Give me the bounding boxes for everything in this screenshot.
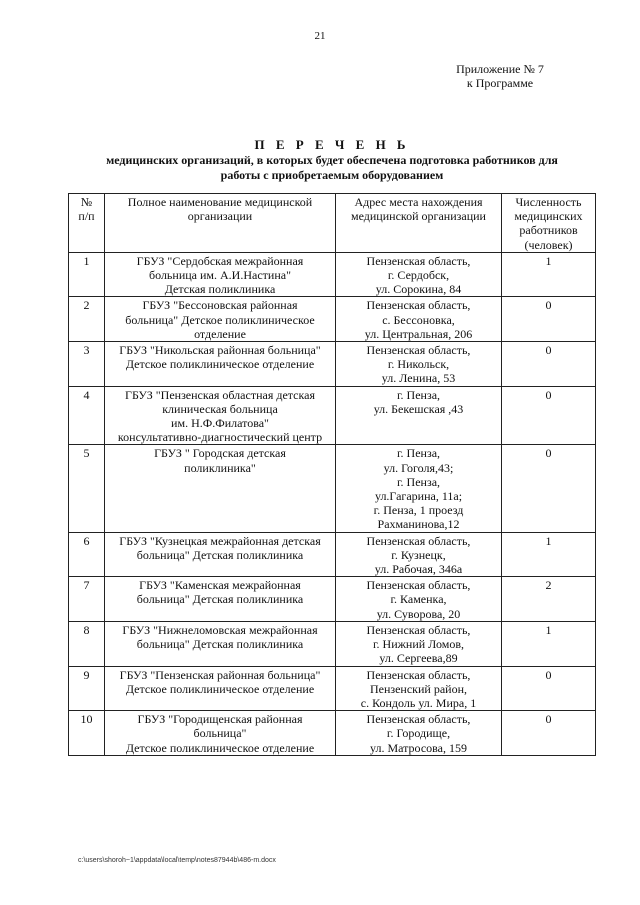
row-number: 1 bbox=[69, 252, 105, 297]
staff-count: 1 bbox=[502, 532, 596, 577]
organization-name-line: Детская поликлиника bbox=[164, 282, 276, 297]
organization-name-line: больница" Детская поликлиника bbox=[136, 547, 304, 562]
staff-count: 0 bbox=[502, 342, 596, 387]
organization-address bbox=[336, 621, 502, 666]
staff-count: 0 bbox=[502, 711, 596, 756]
organization-name bbox=[105, 445, 336, 532]
staff-count: 1 bbox=[502, 621, 596, 666]
organization-name-line: больница" Детская поликлиника bbox=[136, 592, 304, 607]
table-body bbox=[69, 252, 596, 755]
staff-count: 1 bbox=[502, 252, 596, 297]
staff-count: 2 bbox=[502, 577, 596, 622]
header-staff-count bbox=[502, 194, 596, 253]
row-number: 10 bbox=[69, 711, 105, 756]
table-header-row bbox=[69, 194, 596, 253]
table-row bbox=[69, 386, 596, 445]
organization-name-line: им. Н.Ф.Филатова" bbox=[171, 416, 269, 431]
header-staff-count-line: Численность bbox=[515, 195, 582, 209]
organization-name bbox=[105, 666, 336, 711]
row-number: 5 bbox=[69, 445, 105, 532]
organization-address-line: г. Нижний Ломов, bbox=[372, 637, 465, 652]
organization-address bbox=[336, 386, 502, 445]
organization-name bbox=[105, 532, 336, 577]
organization-address-line: ул. Бекешская ,43 bbox=[373, 401, 464, 416]
organization-address-line: г. Городище, bbox=[386, 726, 451, 741]
row-number: 6 bbox=[69, 532, 105, 577]
organization-name-line: ГБУЗ "Городищенская районная bbox=[137, 712, 303, 727]
staff-count: 0 bbox=[502, 297, 596, 342]
organization-address-line: ул. Сергеева,89 bbox=[379, 651, 458, 666]
organization-name-line: ГБУЗ "Пензенская районная больница" bbox=[119, 667, 321, 682]
organization-name-line: ГБУЗ "Бессоновская районная bbox=[142, 298, 298, 313]
organization-address-line: Пензенская область, bbox=[366, 667, 471, 682]
document-subtitle-line-1: медицинских организаций, в которых будет обеспечена подготовка работников для bbox=[106, 153, 558, 167]
organization-address-line: Пензенская область, bbox=[366, 533, 471, 548]
appendix-line-1: Приложение № 7 bbox=[456, 62, 544, 76]
organization-address-line: Пензенская область, bbox=[366, 578, 471, 593]
organization-address-line: Пензенская область, bbox=[366, 622, 471, 637]
header-number-line: п/п bbox=[78, 209, 95, 224]
staff-count: 0 bbox=[502, 386, 596, 445]
organization-address-line: г. Пенза, 1 проезд bbox=[373, 503, 464, 518]
organization-address-line: г. Пенза, bbox=[396, 446, 441, 461]
table-row bbox=[69, 532, 596, 577]
organization-name-line: Детское поликлиническое отделение bbox=[125, 681, 315, 696]
organization-name bbox=[105, 621, 336, 666]
organization-address-line: г. Пенза, bbox=[396, 387, 441, 402]
organization-address-line: г. Никольск, bbox=[387, 357, 450, 372]
organization-name-line: ГБУЗ " Городская детская bbox=[154, 446, 286, 461]
organization-name-line: клиническая больница bbox=[162, 401, 278, 416]
row-number: 8 bbox=[69, 621, 105, 666]
file-path-footer: c:\users\shoroh~1\appdata\local\temp\notes87944b\486-m.docx bbox=[78, 857, 276, 864]
organization-address bbox=[336, 252, 502, 297]
organization-name bbox=[105, 252, 336, 297]
organization-address-line: г. Каменка, bbox=[390, 592, 447, 607]
table-row bbox=[69, 621, 596, 666]
table-row bbox=[69, 666, 596, 711]
organization-address-line: ул. Рабочая, 346а bbox=[374, 562, 463, 577]
header-organization-name-line: организации bbox=[187, 209, 253, 224]
header-address-line: Адрес места нахождения bbox=[354, 195, 483, 209]
row-number: 2 bbox=[69, 297, 105, 342]
organization-name-line: поликлиника" bbox=[184, 460, 256, 475]
organization-address-line: Пензенская область, bbox=[366, 298, 471, 313]
organization-name bbox=[105, 297, 336, 342]
organization-address-line: ул.Гагарина, 11а; bbox=[374, 489, 463, 504]
table-row bbox=[69, 445, 596, 532]
organization-name-line: ГБУЗ "Никольская районная больница" bbox=[119, 343, 321, 358]
organization-name-line: ГБУЗ "Пензенская областная детская bbox=[125, 387, 315, 402]
organization-address bbox=[336, 532, 502, 577]
document-title-block bbox=[72, 137, 592, 183]
table-row bbox=[69, 342, 596, 387]
row-number: 9 bbox=[69, 666, 105, 711]
organizations-table bbox=[68, 193, 596, 756]
organization-address bbox=[336, 297, 502, 342]
organization-name-line: консультативно-диагностический центр bbox=[117, 430, 323, 445]
organization-address bbox=[336, 577, 502, 622]
organization-name-line: больница" Детское поликлиническое bbox=[125, 312, 315, 327]
organization-address bbox=[336, 666, 502, 711]
staff-count: 0 bbox=[502, 666, 596, 711]
organization-name-line: ГБУЗ "Каменская межрайонная bbox=[139, 578, 301, 593]
organization-address-line: Пензенская область, bbox=[366, 712, 471, 727]
header-address-line: медицинской организации bbox=[351, 209, 486, 224]
organization-address-line: ул. Суворова, 20 bbox=[376, 606, 461, 621]
organization-name-line: больница им. А.И.Настина" bbox=[149, 268, 291, 283]
document-title: П Е Р Е Ч Е Н Ь bbox=[254, 137, 410, 152]
organization-name bbox=[105, 342, 336, 387]
table-row bbox=[69, 297, 596, 342]
organization-name-line: ГБУЗ "Сердобская межрайонная bbox=[136, 253, 304, 268]
header-number-line: № bbox=[80, 195, 93, 209]
header-address bbox=[336, 194, 502, 253]
organization-address-line: Пензенский район, bbox=[369, 681, 468, 696]
staff-count: 0 bbox=[502, 445, 596, 532]
header-organization-name bbox=[105, 194, 336, 253]
organization-address-line: с. Кондоль ул. Мира, 1 bbox=[360, 695, 477, 710]
document-subtitle-line-2: работы с приобретаемым оборудованием bbox=[220, 168, 444, 182]
organization-name bbox=[105, 711, 336, 756]
organization-address-line: ул. Гоголя,43; bbox=[383, 460, 454, 475]
row-number: 7 bbox=[69, 577, 105, 622]
organization-address-line: г. Кузнецк, bbox=[391, 547, 446, 562]
header-organization-name-line: Полное наименование медицинской bbox=[127, 195, 313, 209]
organization-name-line: ГБУЗ "Кузнецкая межрайонная детская bbox=[119, 533, 321, 548]
organization-address-line: ул. Ленина, 53 bbox=[381, 371, 456, 386]
organization-name-line: больница" Детская поликлиника bbox=[136, 637, 304, 652]
page-number: 21 bbox=[314, 30, 326, 42]
organization-address-line: ул. Сорокина, 84 bbox=[375, 282, 462, 297]
header-staff-count-line: медицинских bbox=[514, 209, 583, 224]
header-staff-count-line: (человек) bbox=[524, 237, 573, 252]
organization-name bbox=[105, 577, 336, 622]
organization-address-line: с. Бессоновка, bbox=[382, 312, 455, 327]
organization-address bbox=[336, 711, 502, 756]
table-row bbox=[69, 252, 596, 297]
appendix-label bbox=[420, 62, 580, 90]
organization-address bbox=[336, 342, 502, 387]
organization-name-line: Детское поликлиническое отделение bbox=[125, 740, 315, 755]
header-number bbox=[69, 194, 105, 253]
organization-name-line: Детское поликлиническое отделение bbox=[125, 357, 315, 372]
organization-address-line: ул. Матросова, 159 bbox=[370, 740, 467, 755]
organization-name-line: больница" bbox=[193, 726, 247, 741]
row-number: 4 bbox=[69, 386, 105, 445]
organization-address-line: г. Сердобск, bbox=[387, 268, 450, 283]
organization-address-line: г. Пенза, bbox=[396, 474, 441, 489]
organization-address-line: Пензенская область, bbox=[366, 253, 471, 268]
appendix-line-2: к Программе bbox=[466, 76, 534, 90]
table-row bbox=[69, 711, 596, 756]
organization-name-line: ГБУЗ "Нижнеломовская межрайонная bbox=[122, 622, 318, 637]
organization-address-line: ул. Центральная, 206 bbox=[364, 326, 473, 341]
organization-address bbox=[336, 445, 502, 532]
organization-address-line: Пензенская область, bbox=[366, 343, 471, 358]
organization-address-line: Рахманинова,12 bbox=[377, 517, 460, 532]
organization-name bbox=[105, 386, 336, 445]
table-row bbox=[69, 577, 596, 622]
row-number: 3 bbox=[69, 342, 105, 387]
organization-name-line: отделение bbox=[194, 326, 246, 341]
header-staff-count-line: работников bbox=[519, 223, 578, 238]
